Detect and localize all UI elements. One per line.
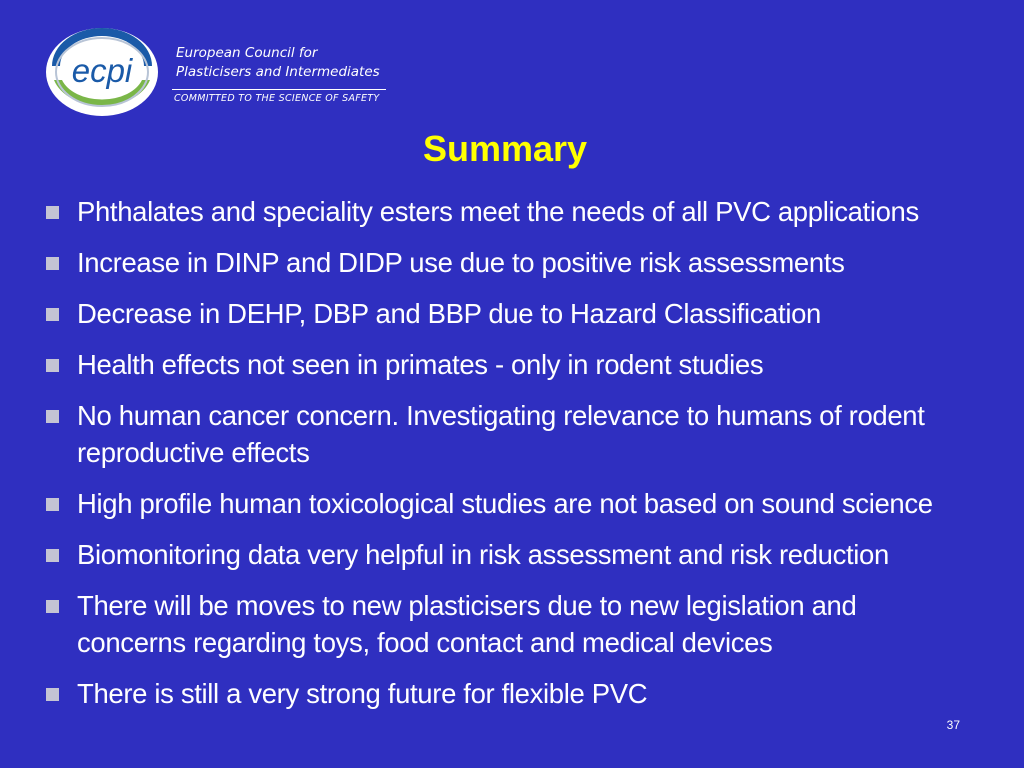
bullet-list (46, 193, 996, 726)
bullet-text: There is still a very strong future for flexible PVC (77, 678, 648, 709)
slide-title: Summary (422, 128, 588, 169)
bullet-square-icon (46, 206, 59, 219)
bullet-item (46, 244, 996, 281)
bullet-item (46, 295, 996, 332)
bullet-square-icon (46, 600, 59, 613)
bullet-text: Health effects not seen in primates - only in rodent studies (77, 349, 764, 380)
bullet-item (46, 485, 996, 522)
logo-text: ecpi (71, 52, 133, 89)
header-divider (172, 89, 386, 90)
bullet-square-icon (46, 549, 59, 562)
bullet-text: Biomonitoring data very helpful in risk assessment and risk reduction (77, 539, 889, 570)
org-name-line2: Plasticisers and Intermediates (176, 64, 380, 80)
bullet-item (46, 587, 996, 661)
org-tagline: COMMITTED TO THE SCIENCE OF SAFETY (174, 93, 380, 104)
bullet-square-icon (46, 410, 59, 423)
bullet-item (46, 536, 996, 573)
bullet-square-icon (46, 688, 59, 701)
bullet-square-icon (46, 498, 59, 511)
bullet-square-icon (46, 308, 59, 321)
bullet-text: Increase in DINP and DIDP use due to positive risk assessments (77, 247, 845, 278)
bullet-square-icon (46, 359, 59, 372)
bullet-square-icon (46, 257, 59, 270)
ecpi-logo (44, 26, 160, 118)
bullet-item (46, 397, 996, 471)
org-name-line1: European Council for (176, 45, 318, 61)
bullet-text: There will be moves to new plasticisers due to new legislation and concerns regarding toys, food contact and medical devices (77, 590, 857, 658)
bullet-text: Phthalates and speciality esters meet the needs of all PVC applications (77, 196, 919, 227)
organization-block (176, 44, 416, 104)
bullet-text: Decrease in DEHP, DBP and BBP due to Hazard Classification (77, 298, 821, 329)
bullet-item (46, 193, 996, 230)
bullet-text: High profile human toxicological studies are not based on sound science (77, 488, 933, 519)
bullet-item (46, 346, 996, 383)
page-number: 37 (946, 718, 960, 732)
bullet-item (46, 675, 996, 712)
bullet-text: No human cancer concern. Investigating relevance to humans of rodent reproductive effects (77, 400, 925, 468)
